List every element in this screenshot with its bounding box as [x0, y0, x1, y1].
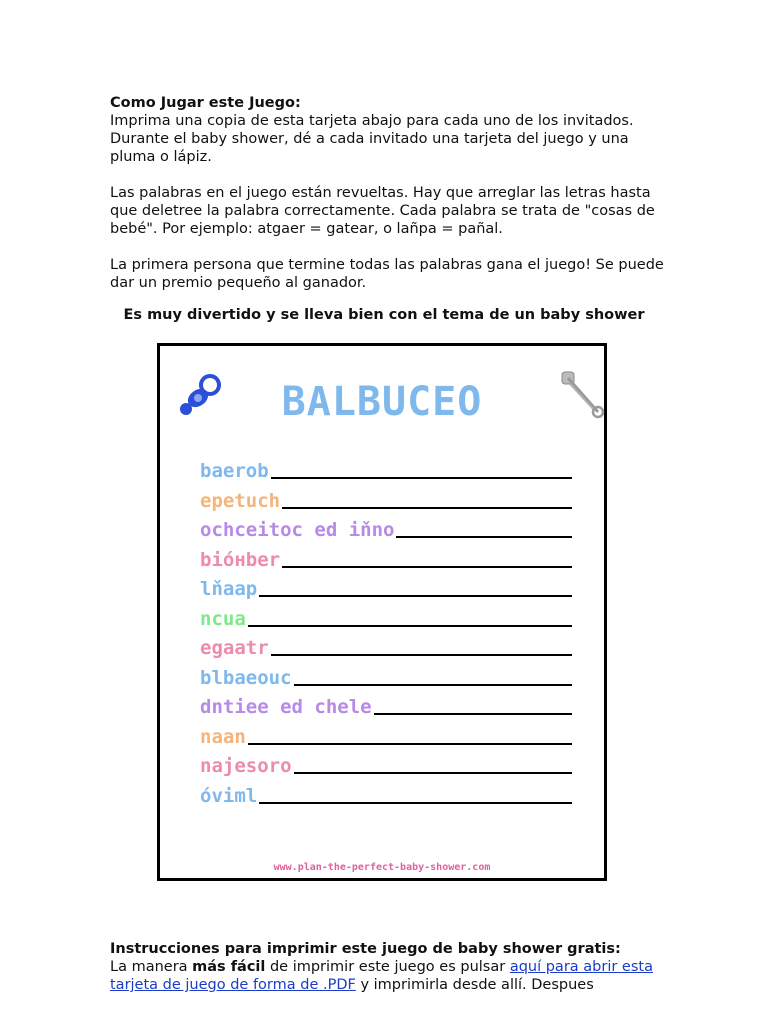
intro-paragraph-1: Imprima una copia de esta tarjeta abajo para cada uno de los invitados. Durante el baby shower, dé a cada invitado una tarjeta del juego y una pluma o lápiz. — [110, 113, 634, 165]
print-heading: Instrucciones para imprimir este juego de baby shower gratis: — [110, 941, 621, 957]
word-row — [200, 604, 572, 630]
print-text-after: y imprimirla desde allí. Despues — [355, 977, 594, 993]
word-row — [200, 515, 572, 541]
card-title: BALBUCEO — [281, 379, 483, 425]
answer-blank-line[interactable] — [248, 625, 572, 627]
scrambled-word: baerob — [200, 460, 269, 482]
answer-blank-line[interactable] — [374, 713, 572, 715]
print-section — [110, 940, 670, 994]
word-row — [200, 663, 572, 689]
scrambled-word: epetuch — [200, 489, 281, 512]
pdf-link[interactable]: aquí para abrir esta tarjeta de juego de forma de .PDF — [110, 959, 653, 993]
scrambled-word: naan — [200, 725, 246, 748]
answer-blank-line[interactable] — [282, 566, 572, 568]
word-row — [200, 722, 572, 748]
scrambled-word: dntiee ed chele — [200, 696, 372, 718]
print-text-before: La manera — [110, 959, 193, 975]
scrambled-word: lňaap — [200, 578, 258, 600]
word-row — [200, 456, 572, 482]
answer-blank-line[interactable] — [294, 684, 572, 686]
print-bold-text: más fácil — [192, 959, 266, 975]
intro-section — [110, 94, 670, 166]
answer-blank-line[interactable] — [282, 507, 572, 509]
answer-blank-line[interactable] — [271, 654, 572, 656]
answer-blank-line[interactable] — [396, 536, 572, 538]
word-row — [200, 633, 572, 659]
scrambled-word: egaatr — [200, 637, 269, 659]
word-row — [200, 751, 572, 777]
word-row — [200, 486, 572, 512]
tagline: Es muy divertido y se lleva bien con el tema de un baby shower — [123, 307, 645, 323]
word-row — [200, 781, 572, 807]
intro-heading: Como Jugar este Juego: — [110, 95, 301, 111]
answer-blank-line[interactable] — [259, 802, 572, 804]
game-card — [157, 343, 607, 881]
answer-blank-line[interactable] — [271, 477, 572, 479]
scrambled-word: óviml — [200, 784, 258, 807]
scrambled-word: ochceitoc ed iňno — [200, 519, 395, 541]
print-text-mid: de imprimir este juego es pulsar — [265, 959, 510, 975]
intro-paragraph-2: Las palabras en el juego están revueltas. Hay que arreglar las letras hasta que deletree la palabra correctamente. Cada palabra se trata de "cosas de bebé". Por ejemplo: atgaer = gatear, o lañpa = pañal. — [110, 185, 655, 237]
answer-blank-line[interactable] — [248, 743, 572, 745]
word-row — [200, 692, 572, 718]
scrambled-word: najesoro — [200, 755, 292, 777]
scrambled-word: bióнber — [200, 548, 281, 571]
intro-paragraph-3: La primera persona que termine todas las palabras gana el juego! Se puede dar un premio pequeño al ganador. — [110, 257, 664, 291]
website-url: www.plan-the-perfect-baby-shower.com — [273, 862, 491, 873]
answer-blank-line[interactable] — [259, 595, 572, 597]
scrambled-word: ncua — [200, 607, 246, 630]
word-row — [200, 545, 572, 571]
scrambled-word: blbaeouc — [200, 666, 292, 689]
answer-blank-line[interactable] — [294, 772, 572, 774]
print-paragraph — [110, 958, 670, 994]
word-row — [200, 574, 572, 600]
